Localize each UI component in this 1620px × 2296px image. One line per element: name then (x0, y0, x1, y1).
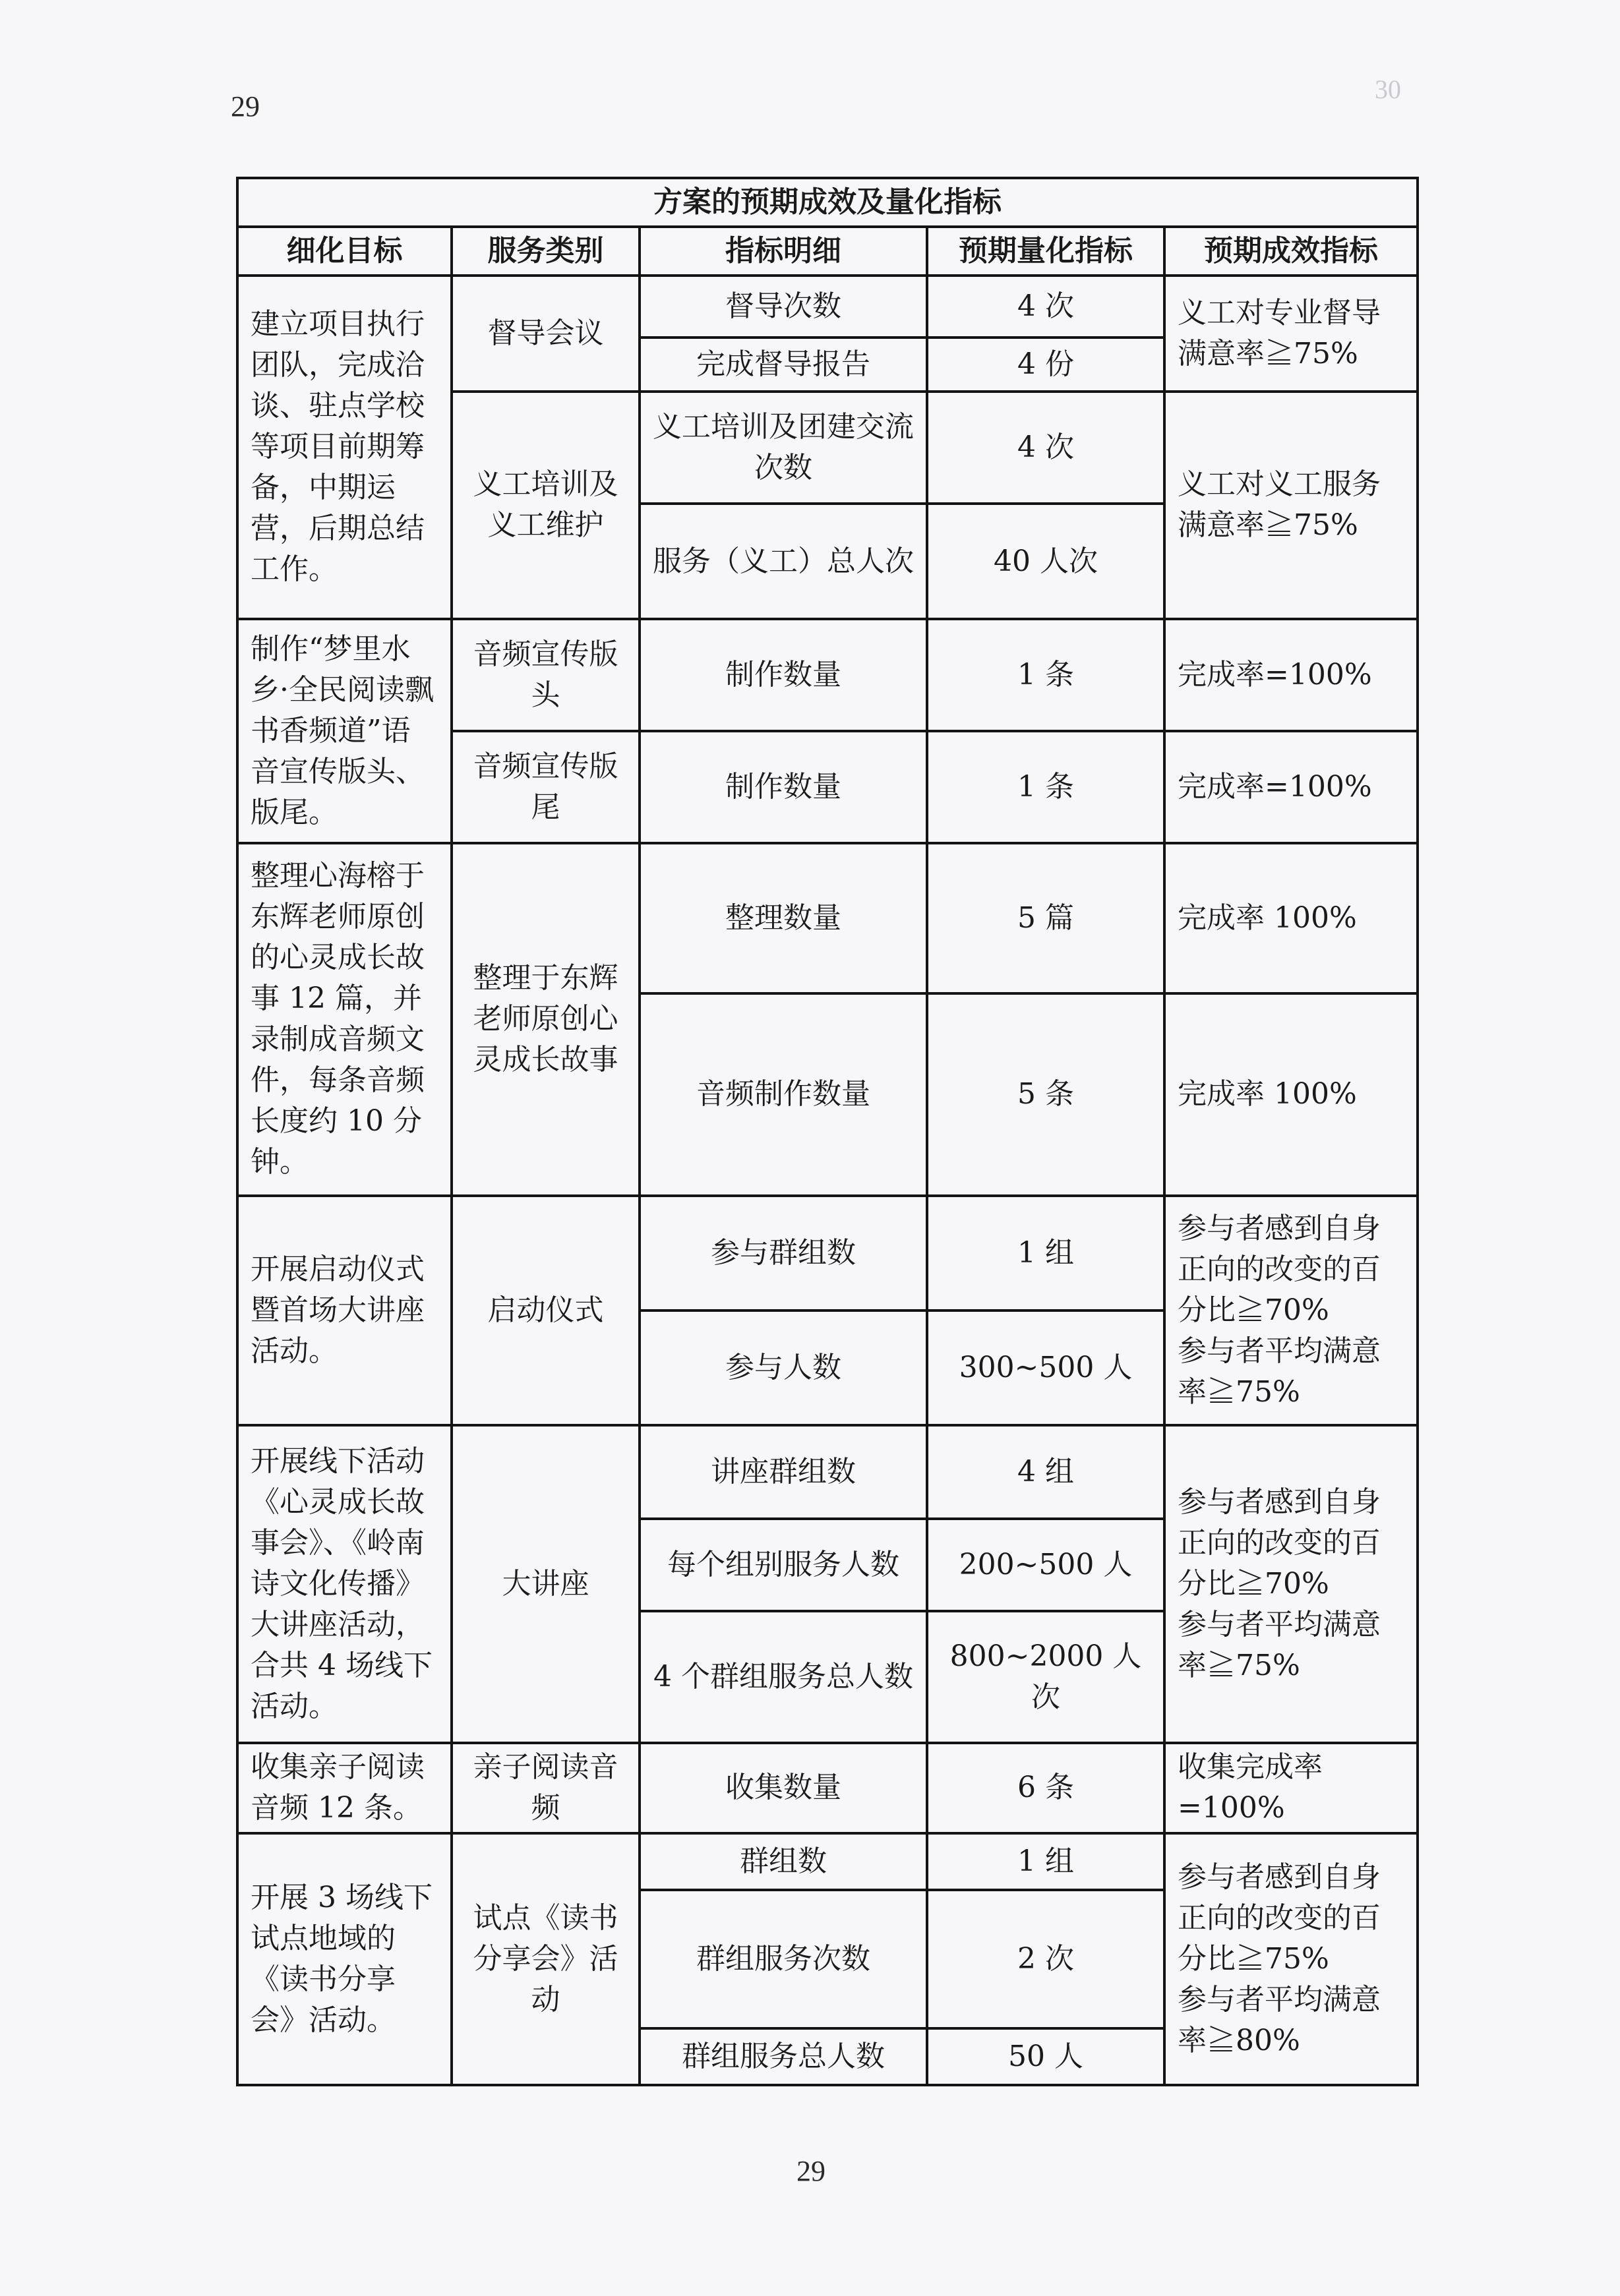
detail-cell: 收集数量 (640, 1743, 927, 1833)
effect-cell: 完成率=100% (1164, 619, 1418, 731)
detail-cell: 参与群组数 (640, 1196, 927, 1310)
quant-cell: 800~2000 人次 (927, 1611, 1164, 1743)
goal-cell: 建立项目执行团队，完成洽谈、驻点学校等项目前期筹备，中期运营，后期总结工作。 (237, 276, 452, 619)
detail-cell: 整理数量 (640, 843, 927, 993)
quant-cell: 4 次 (927, 276, 1164, 338)
quant-cell: 5 条 (927, 993, 1164, 1195)
effect-cell: 收集完成率=100% (1164, 1743, 1418, 1833)
page-number-bottom: 29 (796, 2155, 825, 2187)
detail-cell: 群组数 (640, 1833, 927, 1890)
detail-cell: 完成督导报告 (640, 338, 927, 392)
quant-cell: 2 次 (927, 1890, 1164, 2028)
bleed-through-mark: 30 (1375, 74, 1401, 104)
quant-cell: 6 条 (927, 1743, 1164, 1833)
detail-cell: 音频制作数量 (640, 993, 927, 1195)
header-goal: 细化目标 (237, 227, 452, 276)
effect-cell: 义工对专业督导满意率≧75% (1164, 276, 1418, 392)
detail-cell: 制作数量 (640, 619, 927, 731)
goal-cell: 开展 3 场线下试点地域的《读书分享会》活动。 (237, 1833, 452, 2086)
effect-cell: 参与者感到自身正向的改变的百分比≧75% 参与者平均满意率≧80% (1164, 1833, 1418, 2086)
quant-cell: 200~500 人 (927, 1519, 1164, 1611)
quant-cell: 1 条 (927, 731, 1164, 843)
detail-cell: 制作数量 (640, 731, 927, 843)
quant-cell: 1 组 (927, 1833, 1164, 1890)
detail-cell: 群组服务次数 (640, 1890, 927, 2028)
effect-cell: 完成率=100% (1164, 731, 1418, 843)
quant-cell: 40 人次 (927, 504, 1164, 618)
quant-cell: 5 篇 (927, 843, 1164, 993)
category-cell: 试点《读书分享会》活动 (452, 1833, 640, 2086)
detail-cell: 4 个群组服务总人数 (640, 1611, 927, 1743)
effect-cell: 完成率 100% (1164, 843, 1418, 993)
detail-cell: 群组服务总人数 (640, 2028, 927, 2085)
detail-cell: 参与人数 (640, 1310, 927, 1425)
goal-cell: 整理心海榕于东辉老师原创的心灵成长故事 12 篇，并录制成音频文件，每条音频长度约 10 分钟。 (237, 843, 452, 1196)
table-title: 方案的预期成效及量化指标 (237, 178, 1418, 227)
effect-cell: 参与者感到自身正向的改变的百分比≧70% 参与者平均满意率≧75% (1164, 1196, 1418, 1425)
detail-cell: 服务（义工）总人次 (640, 504, 927, 618)
category-cell: 大讲座 (452, 1425, 640, 1743)
goal-cell: 收集亲子阅读音频 12 条。 (237, 1743, 452, 1833)
goal-cell: 开展启动仪式暨首场大讲座活动。 (237, 1196, 452, 1425)
indicators-table (236, 177, 1419, 2086)
category-cell: 督导会议 (452, 276, 640, 392)
detail-cell: 督导次数 (640, 276, 927, 338)
category-cell: 音频宣传版头 (452, 619, 640, 731)
quant-cell: 4 组 (927, 1425, 1164, 1519)
quant-cell: 300~500 人 (927, 1310, 1164, 1425)
category-cell: 亲子阅读音频 (452, 1743, 640, 1833)
goal-cell: 制作“梦里水乡·全民阅读飘书香频道”语音宣传版头、版尾。 (237, 619, 452, 843)
category-cell: 启动仪式 (452, 1196, 640, 1425)
category-cell: 音频宣传版尾 (452, 731, 640, 843)
page-number-top: 29 (231, 90, 260, 123)
quant-cell: 1 条 (927, 619, 1164, 731)
header-effect: 预期成效指标 (1164, 227, 1418, 276)
effect-cell: 参与者感到自身正向的改变的百分比≧70% 参与者平均满意率≧75% (1164, 1425, 1418, 1743)
category-cell: 整理于东辉老师原创心灵成长故事 (452, 843, 640, 1196)
header-quant: 预期量化指标 (927, 227, 1164, 276)
header-category: 服务类别 (452, 227, 640, 276)
detail-cell: 每个组别服务人数 (640, 1519, 927, 1611)
quant-cell: 4 次 (927, 392, 1164, 504)
detail-cell: 义工培训及团建交流次数 (640, 392, 927, 504)
goal-cell: 开展线下活动《心灵成长故事会》、《岭南诗文化传播》大讲座活动，合共 4 场线下活动。 (237, 1425, 452, 1743)
quant-cell: 1 组 (927, 1196, 1164, 1310)
quant-cell: 50 人 (927, 2028, 1164, 2085)
effect-cell: 完成率 100% (1164, 993, 1418, 1195)
effect-cell: 义工对义工服务满意率≧75% (1164, 392, 1418, 618)
detail-cell: 讲座群组数 (640, 1425, 927, 1519)
header-detail: 指标明细 (640, 227, 927, 276)
quant-cell: 4 份 (927, 338, 1164, 392)
category-cell: 义工培训及义工维护 (452, 392, 640, 618)
